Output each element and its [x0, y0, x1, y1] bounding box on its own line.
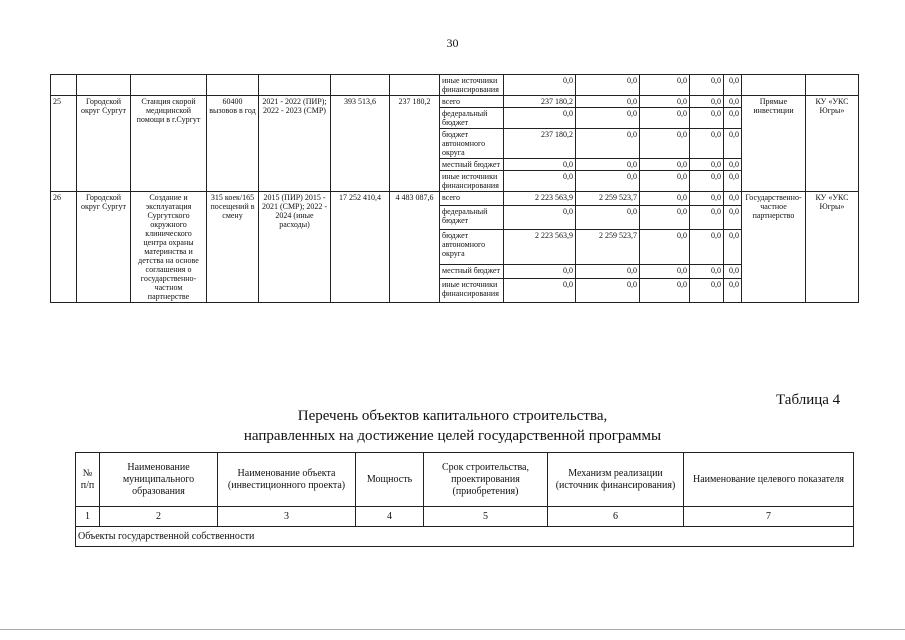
value-cell: 0,0: [504, 278, 576, 302]
value-cell: 0,0: [640, 230, 690, 265]
value-cell: 0,0: [690, 159, 724, 171]
table-row: [51, 96, 859, 108]
funding-category: всего: [440, 96, 504, 108]
funding-category: местный бюджет: [440, 159, 504, 171]
value-cell: 0,0: [640, 75, 690, 96]
value-cell: 0,0: [576, 96, 640, 108]
funding-category: бюджет автономного округа: [440, 129, 504, 159]
value-cell: 0,0: [576, 205, 640, 229]
value-cell: 2 259 523,7: [576, 192, 640, 206]
municipality-cell: Городской округ Сургут: [77, 192, 131, 303]
value-cell: 0,0: [640, 278, 690, 302]
value-cell: 0,0: [724, 192, 742, 206]
header-row: [76, 453, 854, 507]
value-cell: 0,0: [576, 264, 640, 278]
value-cell: 2 259 523,7: [576, 230, 640, 265]
value-cell: 2 223 563,9: [504, 230, 576, 265]
funding-category: иные источники финансирования: [440, 171, 504, 192]
value-cell: 0,0: [576, 108, 640, 129]
column-header: Срок строительства, проектирования (приобретения): [424, 453, 548, 507]
value-cell: 0,0: [640, 108, 690, 129]
funding-category: федеральный бюджет: [440, 205, 504, 229]
value-cell: 0,0: [724, 171, 742, 192]
value-cell: 2 223 563,9: [504, 192, 576, 206]
value-cell: 237 180,2: [504, 96, 576, 108]
cost-remaining-cell: 4 483 087,6: [390, 192, 440, 303]
section-title-line1: Перечень объектов капитального строительства,: [297, 408, 608, 424]
value-cell: 0,0: [690, 129, 724, 159]
column-number: 7: [684, 507, 854, 527]
value-cell: 0,0: [504, 205, 576, 229]
period-cell: 2015 (ПИР) 2015 - 2021 (СМР); 2022 - 2024 (иные расходы): [259, 192, 331, 303]
value-cell: 0,0: [640, 171, 690, 192]
table-row: [51, 75, 859, 96]
page-number: 30: [446, 36, 459, 50]
municipality-cell: Городской округ Сургут: [77, 96, 131, 192]
funding-category: федеральный бюджет: [440, 108, 504, 129]
value-cell: 0,0: [690, 264, 724, 278]
section-title-line2: направленных на достижение целей государственной программы: [243, 428, 662, 444]
value-cell: 0,0: [576, 129, 640, 159]
cost-remaining-cell: 237 180,2: [390, 96, 440, 192]
value-cell: 0,0: [690, 96, 724, 108]
value-cell: 0,0: [724, 205, 742, 229]
funding-category: местный бюджет: [440, 264, 504, 278]
value-cell: 0,0: [576, 278, 640, 302]
value-cell: 0,0: [724, 278, 742, 302]
value-cell: 0,0: [576, 75, 640, 96]
value-cell: 0,0: [690, 75, 724, 96]
value-cell: 0,0: [504, 108, 576, 129]
period-cell: 2021 - 2022 (ПИР); 2022 - 2023 (СМР): [259, 96, 331, 192]
table-row: [51, 192, 859, 206]
value-cell: 237 180,2: [504, 129, 576, 159]
column-number: 5: [424, 507, 548, 527]
customer-cell: КУ «УКС Югры»: [806, 96, 859, 192]
funding-category: бюджет автономного округа: [440, 230, 504, 265]
cost-total-cell: 17 252 410,4: [331, 192, 390, 303]
value-cell: 0,0: [640, 264, 690, 278]
customer-cell: КУ «УКС Югры»: [806, 192, 859, 303]
value-cell: 0,0: [690, 108, 724, 129]
funding-category: иные источники финансирования: [440, 75, 504, 96]
column-number: 3: [218, 507, 356, 527]
value-cell: 0,0: [504, 264, 576, 278]
section-heading: Объекты государственной собственности: [76, 527, 854, 547]
column-number-row: [76, 507, 854, 527]
column-header: Наименование муниципального образования: [100, 453, 218, 507]
column-header: Наименование объекта (инвестиционного проекта): [218, 453, 356, 507]
value-cell: 0,0: [640, 159, 690, 171]
column-header: Механизм реализации (источник финансирования): [548, 453, 684, 507]
capacity-cell: 60400 вызовов в год: [207, 96, 259, 192]
capital-objects-table-continued: [50, 74, 859, 303]
value-cell: 0,0: [690, 278, 724, 302]
section-row: [76, 527, 854, 547]
cost-total-cell: 393 513,6: [331, 96, 390, 192]
column-number: 2: [100, 507, 218, 527]
funding-category: всего: [440, 192, 504, 206]
value-cell: 0,0: [724, 264, 742, 278]
object-name-cell: Станция скорой медицинской помощи в г.Сургут: [131, 96, 207, 192]
mechanism-cell: Государственно-частное партнерство: [742, 192, 806, 303]
object-name-cell: Создание и эксплуатация Сургутского окружного клинического центра охраны материнства и детства на основе соглашения о государственно-частном партнерстве: [131, 192, 207, 303]
value-cell: 0,0: [640, 96, 690, 108]
value-cell: 0,0: [724, 96, 742, 108]
funding-category: иные источники финансирования: [440, 278, 504, 302]
value-cell: 0,0: [690, 192, 724, 206]
value-cell: 0,0: [724, 159, 742, 171]
value-cell: 0,0: [724, 230, 742, 265]
capital-objects-list-table: [75, 452, 854, 547]
scan-artifact: [0, 629, 905, 630]
column-number: 6: [548, 507, 684, 527]
column-header: Наименование целевого показателя: [684, 453, 854, 507]
value-cell: 0,0: [690, 230, 724, 265]
value-cell: 0,0: [576, 171, 640, 192]
value-cell: 0,0: [504, 75, 576, 96]
mechanism-cell: Прямые инвестиции: [742, 96, 806, 192]
value-cell: 0,0: [690, 205, 724, 229]
value-cell: 0,0: [640, 192, 690, 206]
value-cell: 0,0: [640, 129, 690, 159]
value-cell: 0,0: [724, 129, 742, 159]
column-number: 4: [356, 507, 424, 527]
value-cell: 0,0: [724, 75, 742, 96]
column-number: 1: [76, 507, 100, 527]
row-number: 25: [51, 96, 77, 192]
table-caption: Таблица 4: [776, 392, 841, 408]
value-cell: 0,0: [690, 171, 724, 192]
capacity-cell: 315 коек/165 посещений в смену: [207, 192, 259, 303]
value-cell: 0,0: [640, 205, 690, 229]
value-cell: 0,0: [504, 159, 576, 171]
column-header: Мощность: [356, 453, 424, 507]
column-header: № п/п: [76, 453, 100, 507]
value-cell: 0,0: [504, 171, 576, 192]
row-number: 26: [51, 192, 77, 303]
value-cell: 0,0: [576, 159, 640, 171]
value-cell: 0,0: [724, 108, 742, 129]
